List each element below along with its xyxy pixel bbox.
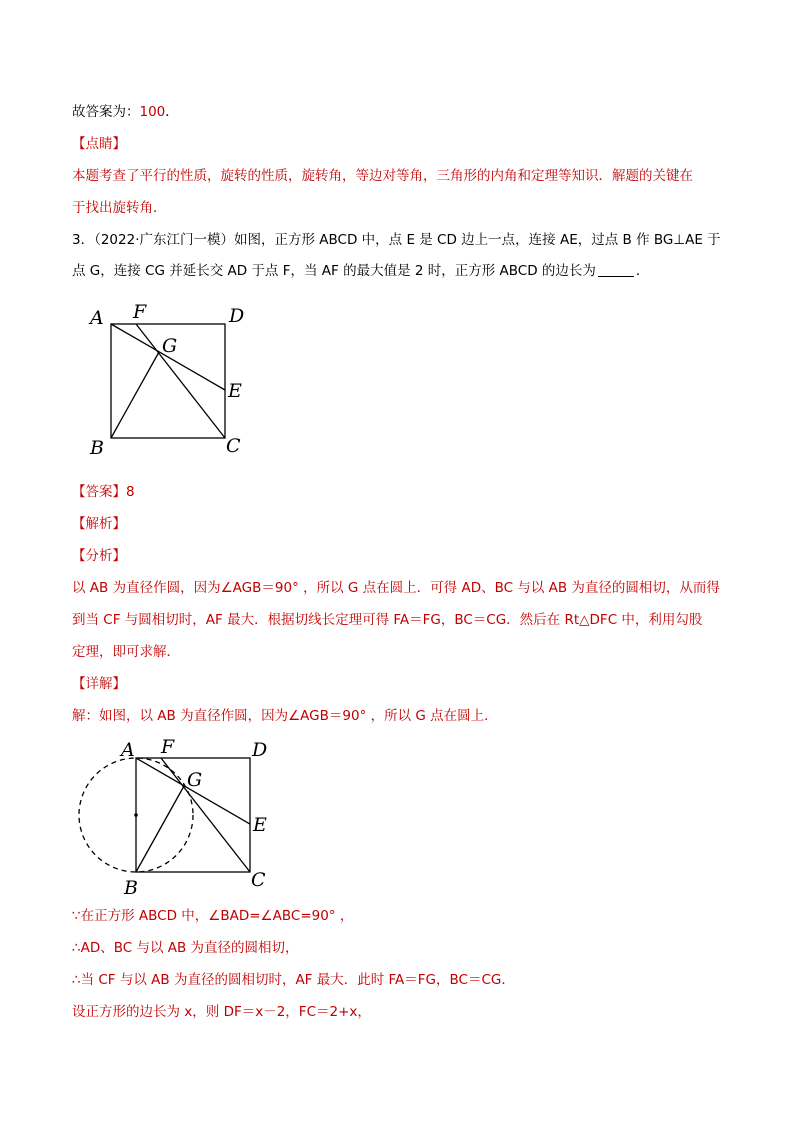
label2-a: A [121, 739, 135, 761]
label-a: A [90, 307, 104, 329]
label-c: C [226, 435, 241, 457]
figure-square-1 [80, 296, 260, 466]
detail-header: 【详解】 [72, 676, 126, 692]
detail-line-2: ∵在正方形 ABCD 中，∠BAD=∠ABC=90° ， [72, 908, 354, 924]
jiexi-header: 【解析】 [72, 516, 126, 532]
figure-square-2 [75, 736, 275, 898]
analysis-line-3: 定理，即可求解． [72, 644, 180, 660]
answer-blank [598, 262, 634, 277]
label-d: D [229, 305, 245, 327]
problem-line-2: 点 G，连接 CG 并延长交 AD 于点 F，当 AF 的最大值是 2 时，正方形 ABCD 的边长为 ． [72, 263, 650, 279]
analysis-line-2: 到当 CF 与圆相切时，AF 最大．根据切线长定理可得 FA＝FG，BC＝CG．然后在 Rt△DFC 中，利用勾股 [72, 612, 703, 628]
answer-line: 【答案】8 [72, 484, 135, 500]
segment-bg [111, 352, 159, 438]
comment-line-1: 本题考查了平行的性质，旋转的性质，旋转角，等边对等角，三角形的内角和定理等知识．解题的关键在 [72, 168, 693, 184]
circle-center-dot [134, 813, 138, 817]
segment-bg-2 [136, 786, 184, 872]
label2-c: C [251, 869, 266, 891]
label2-d: D [252, 739, 268, 761]
detail-line-1: 解：如图，以 AB 为直径作圆，因为∠AGB＝90° ，所以 G 点在圆上． [72, 708, 498, 724]
segment-fc [136, 324, 225, 438]
prev-answer-line: 故答案为：100． [72, 104, 179, 120]
detail-line-3: ∴AD、BC 与以 AB 为直径的圆相切， [72, 940, 299, 956]
fenxi-header: 【分析】 [72, 548, 126, 564]
detail-line-4: ∴当 CF 与以 AB 为直径的圆相切时，AF 最大．此时 FA＝FG，BC＝CG． [72, 972, 515, 988]
label-f: F [133, 301, 147, 323]
segment-ae-2 [136, 758, 250, 824]
problem-line-1: 3．（2022·广东江门一模）如图，正方形 ABCD 中，点 E 是 CD 边上一点，连接 AE，过点 B 作 BG⊥AE 于 [72, 232, 721, 248]
label2-f: F [161, 736, 175, 758]
segment-ae [111, 324, 225, 390]
label2-g: G [187, 769, 203, 791]
label2-e: E [253, 814, 267, 836]
detail-line-5: 设正方形的边长为 x，则 DF＝x－2，FC＝2+x， [72, 1004, 371, 1020]
label-b: B [90, 437, 104, 459]
segment-fc-2 [161, 758, 250, 872]
label-e: E [228, 380, 242, 402]
comment-header: 【点睛】 [72, 136, 126, 152]
label2-b: B [124, 877, 138, 898]
analysis-line-1: 以 AB 为直径作圆，因为∠AGB＝90° ，所以 G 点在圆上．可得 AD、BC 与以 AB 为直径的圆相切，从而得 [72, 580, 720, 596]
label-g: G [162, 335, 178, 357]
comment-line-2: 于找出旋转角． [72, 200, 167, 216]
